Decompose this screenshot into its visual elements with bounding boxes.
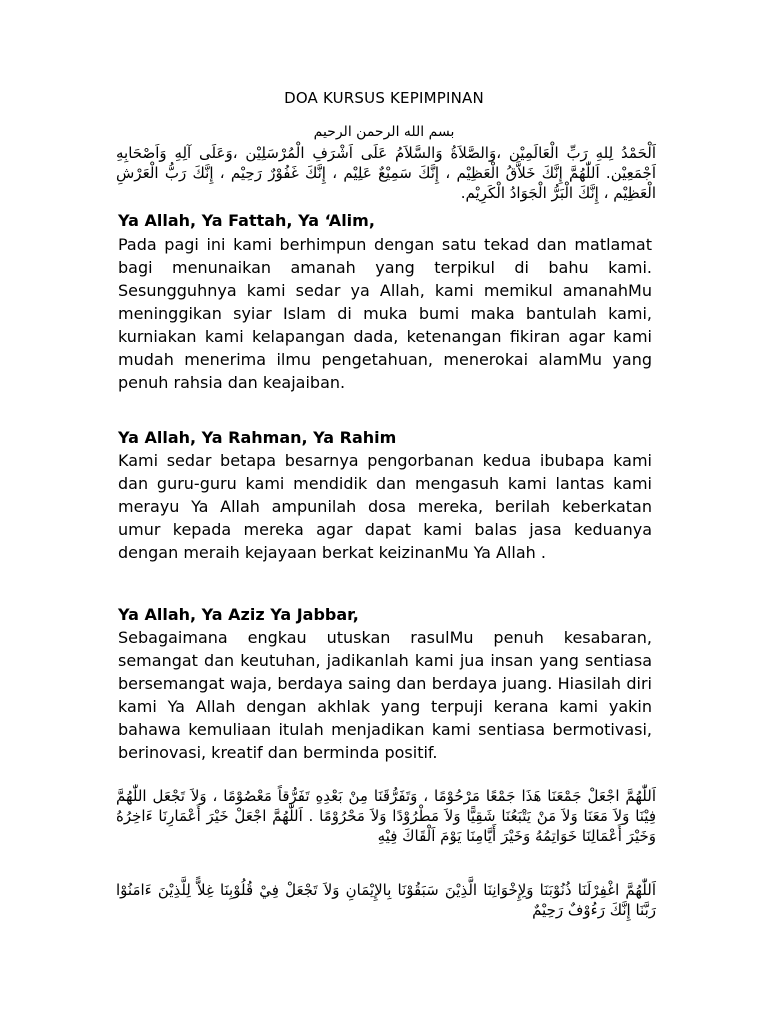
- section-body-3: Sebagaimana engkau utuskan rasulMu penuh kesabaran, semangat dan keutuhan, jadikanlah kami jua insan yang sentiasa bersemangat waja, berdaya saing dan berdaya juang. Hiasilah diri kami Ya Allah dengan akhlak yang terpuji kerana kami yakin bahawa kemuliaan itulah menjadikan kami sentiasa bermotivasi, berinovasi, kreatif dan berminda positif.: [118, 628, 652, 762]
- closing-arabic-prayer-2: اَللّٰهُمَّ اغْفِرْلَنَا ذُنُوْبَنَا وَلِإِخْوَانِنَا الَّذِيْنَ سَبَقُوْنَا بِالإِيْمَانِ وَلاَ تَجْعَلْ فِيْ قُلُوْبِنَا غِلاًّ لِلَّذِيْنَ ءَامَنُوْا رَبَّنَا إِنَّكَ رَءُوْفٌ رَحِيْمٌ: [116, 881, 656, 919]
- opening-arabic-prayer: اَلْحَمْدُ لِلهِ رَبِّ الْعَالَمِيْن ،وَالصَّلاَةُ وَالسَّلاَمُ عَلَى اَشْرَفِ الْمُرْسَلِيْن ،وَعَلَى آلِهِ وَاَصْحَابِهِ اَجْمَعِيْن. اَللّٰهُمَّ إِنَّكَ خَلاَّقُ الْعَظِيْم ، إِنَّكَ سَمِيْعٌ عَلِيْم ، إِنَّكَ غَفُوْرٌ رَحِيْم ، إِنَّكَ رَبُّ الْعَرْشِ الْعَظِيْم ، إِنَّكَ الْبَرُّ الْجَوَادُ الْكَرِيْم.: [116, 144, 656, 202]
- section-body-1: Pada pagi ini kami berhimpun dengan satu tekad dan matlamat bagi menunaikan amanah yang terpikul di bahu kami. Sesungguhnya kami sedar ya Allah, kami memikul amanahMu meninggikan syiar Islam di muka bumi maka bantulah kami, kurniakan kami kelapangan dada, ketenangan fikiran agar kami mudah menerima ilmu pengetahuan, menerokai alamMu yang penuh rahsia dan keajaiban.: [118, 235, 652, 392]
- section-heading-1: Ya Allah, Ya Fattah, Ya ‘Alim,: [118, 211, 375, 230]
- closing-arabic-prayer-1: اَللّٰهُمَّ اجْعَلْ جَمْعَنَا هَذَا جَمْعًا مَرْحُوْمًا ، وَتَفَرُّقَنَا مِنْ بَعْدِهِ تَفَرُّقاً مَعْصُوْمًا ، وَلاَ تَجْعَل اللّٰهُمَّ فِيْنَا وَلاَ مَعَنَا وَلاَ مَنْ يَتْبَعُنَا شَقِيًّا وَلاَ مَطْرُوْدًا وَلاَ مَحْرُوْمًا . اَللّٰهُمَّ اجْعَلْ خَيْرَ أَعْمَارِنَا ءَاخِرُهُ وَخَيْرَ أَعْمَالِنَا خَوَاتِمُهُ وَخَيْرَ أَيَّامِنَا يَوْمَ اَلْقَاكَ فِيْهِ: [116, 787, 656, 845]
- basmala-text: بسم الله الرحمن الرحيم: [313, 124, 455, 140]
- section-heading-2: Ya Allah, Ya Rahman, Ya Rahim: [118, 428, 397, 447]
- document-title: DOA KURSUS KEPIMPINAN: [284, 89, 484, 107]
- section-heading-3: Ya Allah, Ya Aziz Ya Jabbar,: [118, 605, 359, 624]
- section-body-2: Kami sedar betapa besarnya pengorbanan kedua ibubapa kami dan guru-guru kami mendidik dan mengasuh kami lantas kami merayu Ya Allah ampunilah dosa mereka, berilah keberkatan umur kepada mereka agar dapat kami balas jasa keduanya dengan meraih kejayaan berkat keizinanMu Ya Allah .: [118, 451, 652, 562]
